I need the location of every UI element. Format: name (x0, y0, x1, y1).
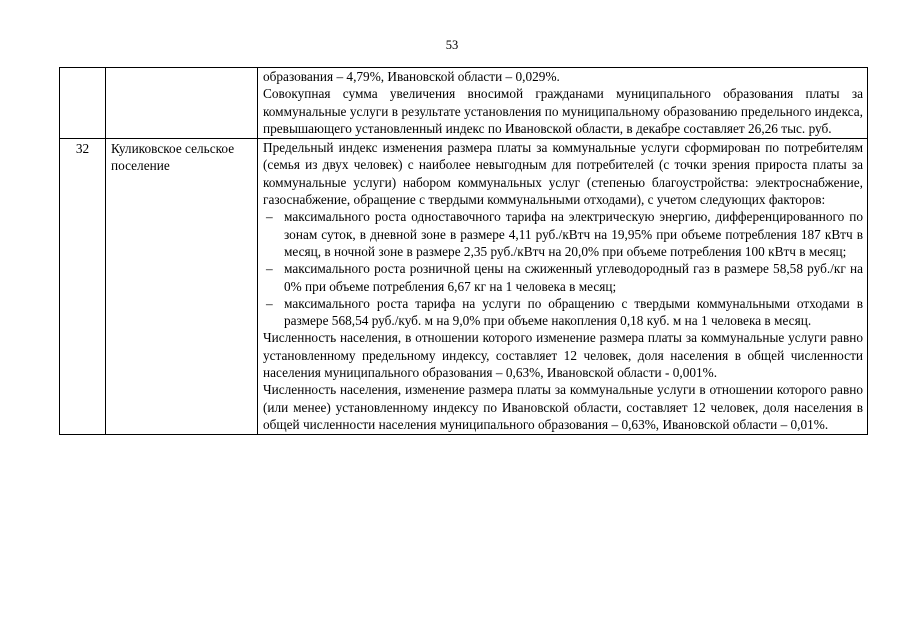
table-row (60, 139, 868, 435)
list-item (263, 208, 863, 260)
dash-marker: – (266, 261, 273, 277)
page-number: 53 (445, 38, 459, 52)
content-cell (258, 68, 868, 139)
table-row (60, 68, 868, 139)
municipality-name-cell: Куликовское сельское поселение (106, 139, 258, 435)
row-number-cell: 32 (60, 139, 106, 435)
content-cell (258, 139, 868, 435)
paragraph: Совокупная сумма увеличения вносимой гражданами муниципального образования платы за коммунальные услуги в результате установления по муниципальному образованию предельного индекса, превышающего установленный индекс по Ивановской области, в декабре составляет 26,26 тыс. руб. (263, 86, 863, 136)
paragraph: образования – 4,79%, Ивановской области – 0,029%. (263, 69, 560, 84)
dash-marker: – (266, 295, 273, 311)
list-item (263, 260, 863, 295)
document-table (59, 67, 868, 435)
list-item-text: максимального роста тарифа на услуги по обращению с твердыми коммунальными отходами в размере 568,54 руб./куб. м на 9,0% при объеме накопления 0,18 куб. м на 1 человека в месяц. (284, 295, 863, 329)
intro-paragraph: Предельный индекс изменения размера платы за коммунальные услуги сформирован по потребителям (семья из двух человек) с наиболее невыгодным для потребителей (с точки зрения прироста платы за коммунальные услуги) набором коммунальных услуг (степенью благоустройства: электроснабжение, газоснабжение, обращение с твердыми коммунальными отходами), с учетом следующих факторов: (263, 140, 863, 208)
list-item-text: максимального роста розничной цены на сжиженный углеводородный газ в размере 58,58 руб./кг на 0% при объеме потребления 6,67 кг на 1 человека в месяц; (284, 261, 863, 294)
list-item (263, 295, 863, 330)
row-number-cell (60, 68, 106, 139)
population-paragraph-2: Численность населения, изменение размера платы за коммунальные услуги в отношении которого равно (или менее) установленному индексу по Ивановской области, составляет 12 человек, доля населения в общей численности населения муниципального образования – 0,63%, Ивановской области – 0,01%. (263, 382, 863, 432)
list-item-text: максимального роста одноставочного тарифа на электрическую энергию, дифференцированного по зонам суток, в дневной зоне в размере 4,11 руб./кВтч на 19,95% при объеме потребления 187 кВтч в месяц, в ночной зоне в размере 2,35 руб./кВтч на 20,0% при объеме потребления 100 кВтч в месяц; (284, 209, 863, 259)
municipality-name-cell (106, 68, 258, 139)
population-paragraph: Численность населения, в отношении которого изменение размера платы за коммунальные услуги равно установленному предельному индексу, составляет 12 человек, доля населения в общей численности населения муниципального образования – 0,63%, Ивановской области - 0,001%. (263, 330, 863, 381)
dash-marker: – (266, 209, 273, 225)
